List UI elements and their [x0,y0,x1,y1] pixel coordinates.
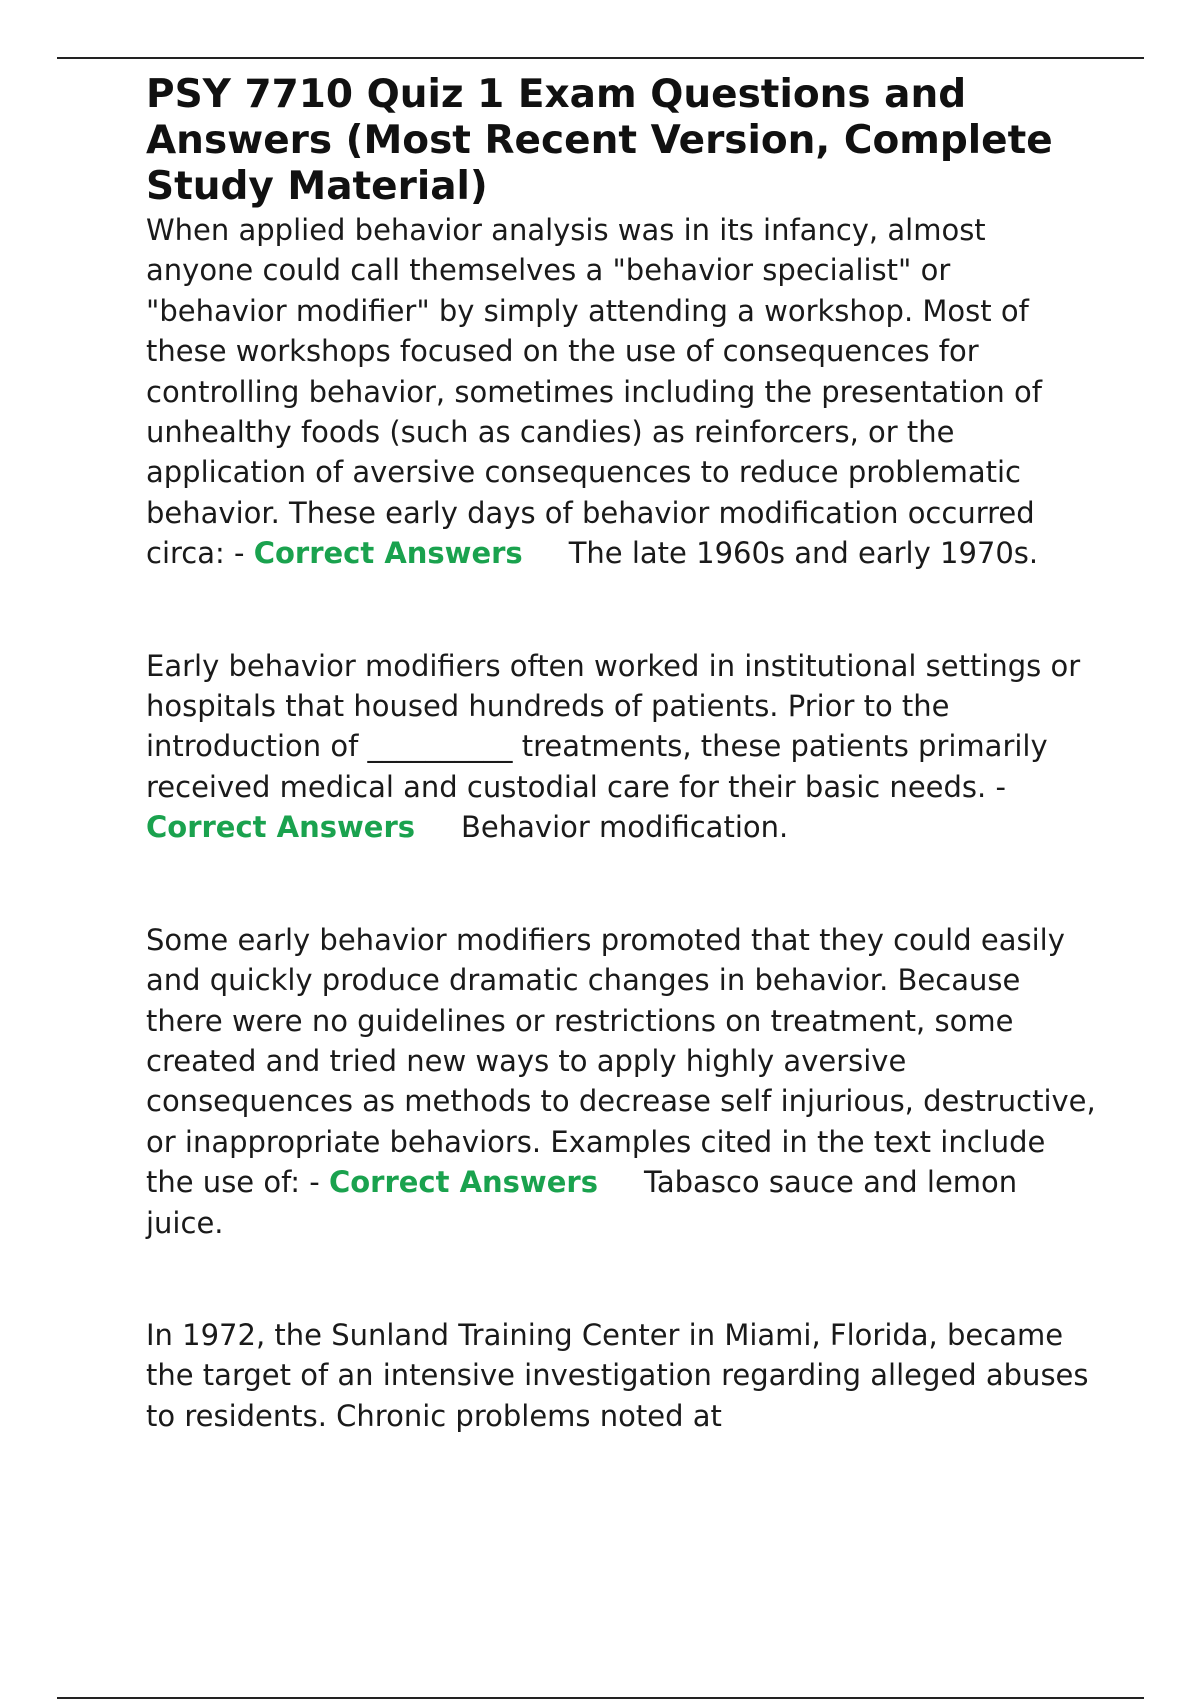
qa-item-4 [146,1315,1096,1436]
question-text: Some early behavior modifiers promoted that they could easily and quickly produce dramatic changes in behavior. Because there were no guidelines or restrictions on treatment, some created and tried new ways to apply highly aversive consequences as methods to decrease self injurious, destructive, or inappropriate behaviors. Examples cited in the text include the use of: - [146,922,1096,1200]
qa-item-3 [146,920,1096,1243]
document-body [146,72,1096,1436]
correct-answers-label: Correct Answers [328,1165,598,1200]
answer-text: Tabasco sauce and lemon juice. [146,1165,1018,1240]
qa-item-2 [146,646,1096,848]
bottom-rule [57,1697,1144,1699]
top-rule [57,57,1144,59]
question-text: Early behavior modifiers often worked in institutional settings or hospitals that housed hundreds of patients. Prior to the introduction of __________ treatments, these patients primarily received medical and custodial care for their basic needs. - [146,648,1081,804]
answer-text: The late 1960s and early 1970s. [568,536,1039,571]
answer-text: Behavior modification. [461,810,789,845]
document-title: PSY 7710 Quiz 1 Exam Questions and Answers (Most Recent Version, Complete Study Material) [146,72,1053,209]
correct-answers-label: Correct Answers [146,810,416,845]
correct-answers-label: Correct Answers [253,536,523,571]
question-text: In 1972, the Sunland Training Center in Miami, Florida, became the target of an intensive investigation regarding alleged abuses to residents. Chronic problems noted at [146,1317,1089,1433]
question-text: When applied behavior analysis was in its infancy, almost anyone could call themselves a "behavior specialist" or "behavior modifier" by simply attending a workshop. Most of these workshops focused on the use of consequences for controlling behavior, sometimes including the presentation of unhealthy foods (such as candies) as reinforcers, or the application of aversive consequences to reduce problematic behavior. These early days of behavior modification occurred circa: - [146,213,1042,571]
qa-item-1 [146,210,1096,574]
